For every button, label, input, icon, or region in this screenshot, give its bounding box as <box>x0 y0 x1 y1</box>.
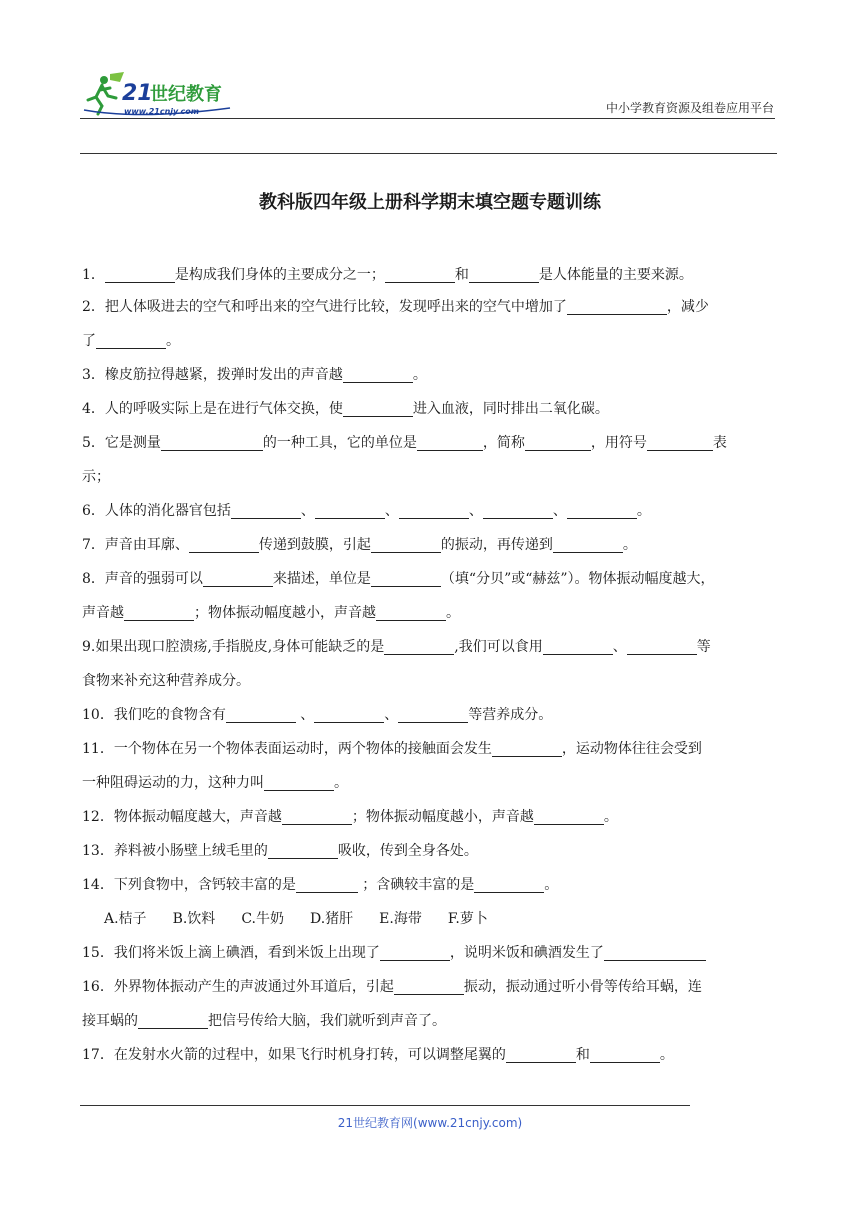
question-16-cont <box>82 1004 782 1038</box>
question-text: 。 <box>659 1047 674 1063</box>
question-16 <box>82 970 782 1004</box>
answer-blank[interactable] <box>384 636 454 655</box>
answer-blank[interactable] <box>268 840 338 859</box>
question-text: ,我们可以食用 <box>454 639 543 655</box>
question-text: 2．把人体吸进去的空气和呼出来的空气进行比较，发现呼出来的空气中增加了 <box>82 299 567 315</box>
question-9-cont <box>82 664 782 698</box>
question-text: （填“分贝”或“赫兹”）。物体振动幅度越大， <box>440 571 715 587</box>
answer-blank[interactable] <box>124 602 194 621</box>
header-divider <box>80 118 775 119</box>
question-text: 等 <box>696 639 711 655</box>
question-17 <box>82 1038 782 1072</box>
question-text: 。 <box>334 775 348 791</box>
question-12 <box>82 800 782 834</box>
question-7 <box>82 528 782 562</box>
question-text: ，减少 <box>666 299 709 315</box>
footer-link[interactable]: 21世纪教育网(www.21cnjy.com) <box>337 1116 523 1130</box>
question-text: ，用符号 <box>590 435 647 451</box>
answer-blank[interactable] <box>231 500 301 519</box>
question-text: 15．我们将米饭上滴上碘酒，看到米饭上出现了 <box>82 945 380 961</box>
question-text: 的振动，再传递到 <box>440 537 553 553</box>
question-11-cont <box>82 766 782 800</box>
question-text: ，说明米饭和碘酒发生了 <box>449 945 604 961</box>
answer-blank[interactable] <box>506 1044 576 1063</box>
separator: 、 <box>552 503 567 519</box>
answer-blank[interactable] <box>627 636 697 655</box>
question-text: ，简称 <box>482 435 525 451</box>
question-text: 食物来补充这种营养成分。 <box>82 673 250 689</box>
answer-blank[interactable] <box>380 942 450 961</box>
question-text: 3．橡皮筋拉得越紧，拨弹时发出的声音越 <box>82 367 343 383</box>
svg-text:21: 21 <box>122 81 153 106</box>
question-text: 4．人的呼吸实际上是在进行气体交换，使 <box>82 401 343 417</box>
answer-blank[interactable] <box>604 942 706 961</box>
question-text: 传递到鼓膜，引起 <box>258 537 371 553</box>
answer-blank[interactable] <box>264 772 334 791</box>
platform-tagline: 中小学教育资源及组卷应用平台 <box>605 101 774 115</box>
question-text: 等营养成分。 <box>468 707 553 723</box>
option-c: C.牛奶 <box>241 911 284 927</box>
question-8-cont <box>82 596 782 630</box>
question-text: 是构成我们身体的主要成分之一； <box>174 267 385 283</box>
question-text: ；物体振动幅度越小，声音越 <box>194 605 376 621</box>
question-text: 、 <box>295 707 315 723</box>
question-list <box>82 258 782 1072</box>
question-text: 进入血液，同时排出二氧化碳。 <box>412 401 609 417</box>
answer-blank[interactable] <box>371 534 441 553</box>
answer-blank[interactable] <box>483 500 553 519</box>
question-text: 来描述，单位是 <box>272 571 371 587</box>
question-text: 。 <box>446 605 460 621</box>
question-9 <box>82 630 782 664</box>
option-e: E.海带 <box>379 911 422 927</box>
question-15 <box>82 936 782 970</box>
question-5 <box>82 426 782 460</box>
answer-blank[interactable] <box>474 874 544 893</box>
question-text: 17．在发射水火箭的过程中，如果飞行时机身打转，可以调整尾翼的 <box>82 1047 506 1063</box>
answer-blank[interactable] <box>296 874 358 893</box>
question-4 <box>82 392 782 426</box>
question-text: 16．外界物体振动产生的声波通过外耳道后，引起 <box>82 979 394 995</box>
answer-blank[interactable] <box>161 432 263 451</box>
question-text: ；含碘较丰富的是 <box>357 877 475 893</box>
answer-blank[interactable] <box>534 806 604 825</box>
question-text: 13．养料被小肠壁上绒毛里的 <box>82 843 268 859</box>
question-text: 14．下列食物中，含钙较丰富的是 <box>82 877 296 893</box>
question-text: 。 <box>166 333 180 349</box>
answer-blank[interactable] <box>105 264 175 283</box>
answer-blank[interactable] <box>394 976 464 995</box>
answer-blank[interactable] <box>371 568 441 587</box>
answer-blank[interactable] <box>385 264 455 283</box>
answer-blank[interactable] <box>647 432 713 451</box>
option-b: B.饮料 <box>172 911 216 927</box>
question-text: 振动，振动通过听小骨等传给耳蜗，连 <box>463 979 702 995</box>
question-text: 示； <box>82 469 110 485</box>
site-logo <box>80 70 250 120</box>
question-text: 和 <box>575 1047 590 1063</box>
header-divider-secondary <box>80 153 777 154</box>
answer-blank[interactable] <box>567 500 637 519</box>
question-text: ，运动物体往往会受到 <box>561 741 702 757</box>
question-text: 12．物体振动幅度越大，声音越 <box>82 809 282 825</box>
answer-blank[interactable] <box>315 500 385 519</box>
page-title: 教科版四年级上册科学期末填空题专题训练 <box>259 192 601 213</box>
question-text: 6．人体的消化器官包括 <box>82 503 231 519</box>
separator: 、 <box>384 503 399 519</box>
question-text: 8．声音的强弱可以 <box>82 571 203 587</box>
question-text: 把信号传给大脑，我们就听到声音了。 <box>208 1013 446 1029</box>
question-13 <box>82 834 782 868</box>
question-2-cont <box>82 324 782 358</box>
question-text: 接耳蜗的 <box>82 1013 138 1029</box>
question-text: 和 <box>454 267 469 283</box>
answer-blank[interactable] <box>567 296 667 315</box>
question-text: 吸收，传到全身各处。 <box>337 843 478 859</box>
answer-blank[interactable] <box>282 806 352 825</box>
question-text: 11．一个物体在另一个物体表面运动时，两个物体的接触面会发生 <box>82 741 492 757</box>
answer-blank[interactable] <box>189 534 259 553</box>
question-5-cont <box>82 460 782 494</box>
svg-text:www.21cnjy.com: www.21cnjy.com <box>124 107 200 116</box>
answer-blank[interactable] <box>96 330 166 349</box>
separator: 、 <box>468 503 483 519</box>
answer-blank[interactable] <box>343 364 413 383</box>
question-text: 。 <box>544 877 559 893</box>
answer-blank[interactable] <box>314 704 384 723</box>
question-text: 1． <box>82 267 105 283</box>
answer-blank[interactable] <box>590 1044 660 1063</box>
answer-blank[interactable] <box>417 432 483 451</box>
question-6 <box>82 494 782 528</box>
answer-blank[interactable] <box>138 1010 208 1029</box>
question-text: 。 <box>603 809 618 825</box>
question-text: 10．我们吃的食物含有 <box>82 707 226 723</box>
question-text: 声音越 <box>82 605 124 621</box>
question-text: 、 <box>612 639 627 655</box>
question-11 <box>82 732 782 766</box>
question-text: ；物体振动幅度越小，声音越 <box>351 809 534 825</box>
separator: 。 <box>636 503 651 519</box>
question-text: 了 <box>82 333 96 349</box>
answer-blank[interactable] <box>343 398 413 417</box>
answer-blank[interactable] <box>226 704 296 723</box>
answer-blank[interactable] <box>525 432 591 451</box>
question-10 <box>82 698 782 732</box>
option-a: A.桔子 <box>104 911 147 927</box>
question-text: 一种阻碍运动的力，这种力叫 <box>82 775 264 791</box>
option-d: D.猪肝 <box>309 911 354 927</box>
question-1 <box>82 258 782 290</box>
question-2 <box>82 290 782 324</box>
question-text: 。 <box>622 537 637 553</box>
question-text: 7．声音由耳廓、 <box>82 537 189 553</box>
question-14-options <box>82 902 782 936</box>
question-14 <box>82 868 782 902</box>
answer-blank[interactable] <box>399 500 469 519</box>
separator: 、 <box>300 503 315 519</box>
question-3 <box>82 358 782 392</box>
question-text: 是人体能量的主要来源。 <box>538 267 693 283</box>
question-text: 表 <box>712 435 727 451</box>
svg-text:世纪教育: 世纪教育 <box>150 84 222 105</box>
answer-blank[interactable] <box>203 568 273 587</box>
question-text: 9.如果出现口腔溃疡,手指脱皮,身体可能缺乏的是 <box>82 639 385 655</box>
question-text: 5．它是测量 <box>82 435 161 451</box>
answer-blank[interactable] <box>492 738 562 757</box>
question-text: 的一种工具，它的单位是 <box>262 435 417 451</box>
question-8 <box>82 562 782 596</box>
answer-blank[interactable] <box>469 264 539 283</box>
answer-blank[interactable] <box>376 602 446 621</box>
option-f: F.萝卜 <box>447 911 488 927</box>
answer-blank[interactable] <box>543 636 613 655</box>
footer-divider <box>80 1105 690 1106</box>
question-text: 。 <box>412 367 427 383</box>
answer-blank[interactable] <box>398 704 468 723</box>
answer-blank[interactable] <box>553 534 623 553</box>
question-text: 、 <box>384 707 399 723</box>
